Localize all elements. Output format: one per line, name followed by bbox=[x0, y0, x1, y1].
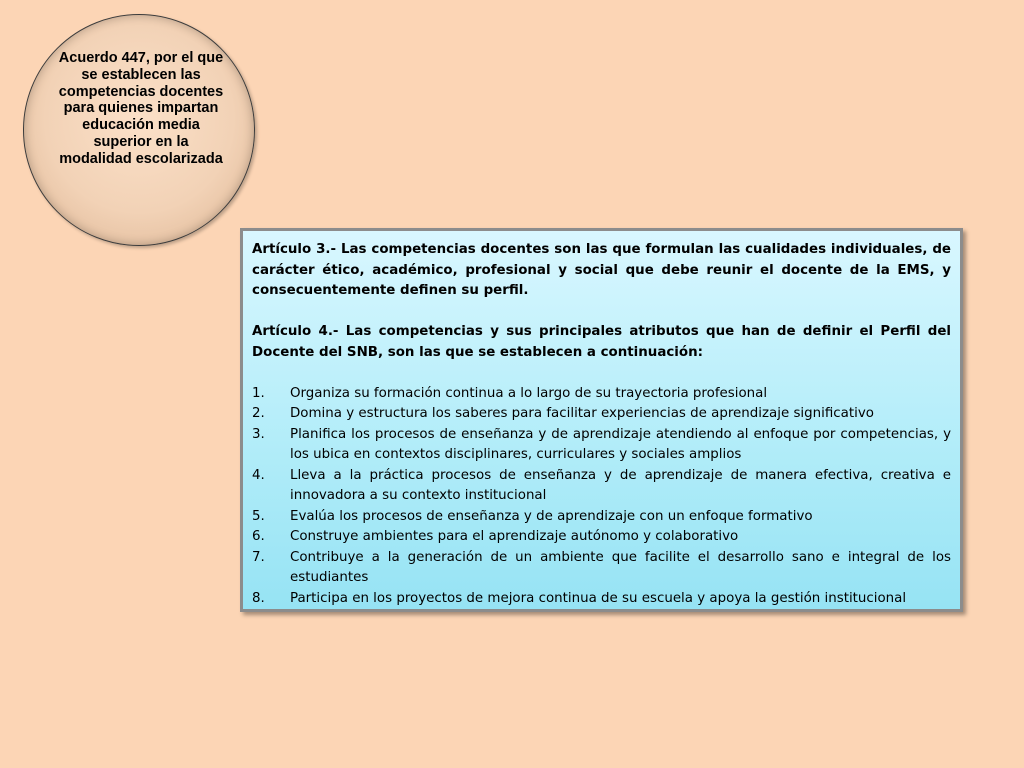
list-item bbox=[252, 425, 951, 466]
list-item bbox=[252, 404, 951, 425]
list-item bbox=[252, 384, 951, 405]
article-3-paragraph: Artículo 3.- Las competencias docentes son las que formulan las cualidades individuales, de carácter ético, académico, profesional y social que debe reunir el docente de la EMS, y consecuentemente definen su perfil. bbox=[252, 242, 951, 298]
list-item-text: Planifica los procesos de enseñanza y de aprendizaje atendiendo al enfoque por competencias, y los ubica en contextos disciplinares, curriculares y sociales amplios bbox=[290, 426, 951, 462]
list-item-text: Contribuye a la generación de un ambiente que facilite el desarrollo sano e integral de los estudiantes bbox=[290, 549, 951, 585]
articles-panel bbox=[240, 228, 963, 612]
list-item-text: Domina y estructura los saberes para facilitar experiencias de aprendizaje significativo bbox=[290, 406, 874, 421]
list-item-text: Evalúa los procesos de enseñanza y de aprendizaje con un enfoque formativo bbox=[290, 508, 813, 524]
list-item-text: Lleva a la práctica procesos de enseñanza y de aprendizaje de manera efectiva, creativa e innovadora a su contexto institucional bbox=[290, 467, 951, 503]
list-item-text: Participa en los proyectos de mejora continua de su escuela y apoya la gestión institucional bbox=[290, 590, 907, 606]
list-item bbox=[252, 466, 951, 507]
list-item-text: Construye ambientes para el aprendizaje autónomo y colaborativo bbox=[290, 529, 739, 544]
list-item-text: Organiza su formación continua a lo largo de su trayectoria profesional bbox=[290, 385, 768, 401]
list-item-number: 5. bbox=[252, 508, 265, 524]
list-item-number: 4. bbox=[252, 467, 265, 483]
list-item bbox=[252, 548, 951, 589]
paragraph-gap bbox=[252, 363, 951, 384]
circle-title-text: Acuerdo 447, por el que se establecen las competencias docentes para quienes impartan educación media superior en la modalidad escolarizada bbox=[58, 50, 224, 167]
list-item-number: 3. bbox=[252, 426, 265, 442]
paragraph-gap bbox=[252, 302, 951, 323]
list-item-number: 7. bbox=[252, 549, 265, 565]
article-4-paragraph: Artículo 4.- Las competencias y sus principales atributos que han de definir el Perfil del Docente del SNB, son las que se establecen a continuación: bbox=[252, 324, 951, 360]
list-item bbox=[252, 507, 951, 528]
competencies-list bbox=[252, 384, 951, 610]
list-item-number: 1. bbox=[252, 385, 265, 401]
list-item-number: 2. bbox=[252, 406, 265, 421]
list-item bbox=[252, 527, 951, 548]
list-item-number: 8. bbox=[252, 590, 265, 606]
list-item bbox=[252, 589, 951, 610]
list-item-number: 6. bbox=[252, 529, 265, 544]
